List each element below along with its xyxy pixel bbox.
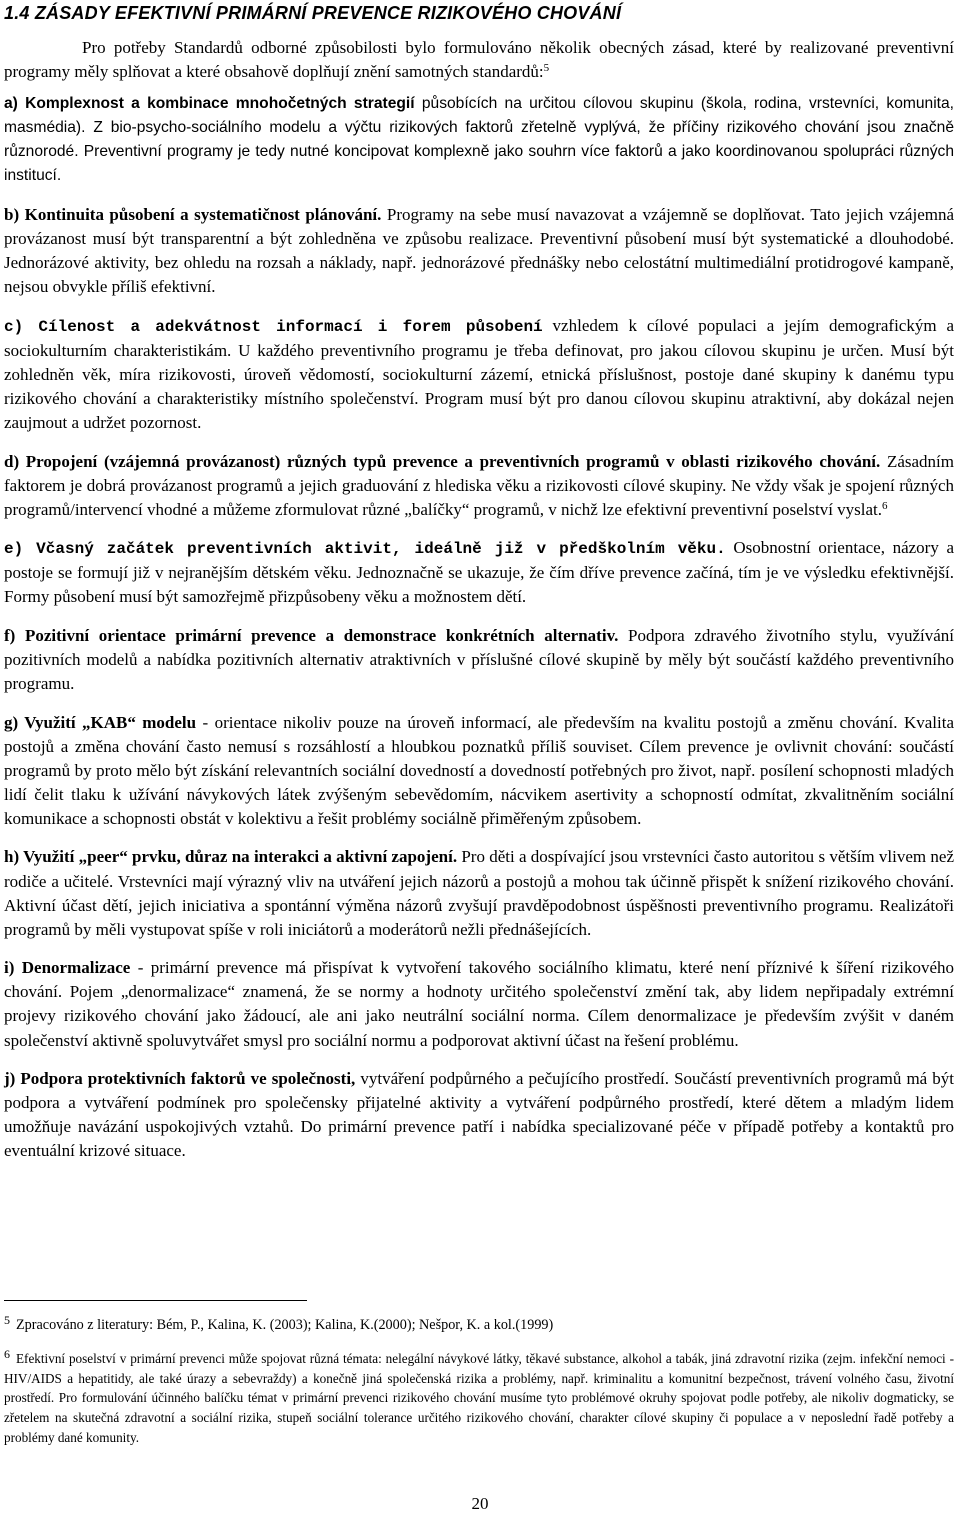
- principle-h: [4, 845, 954, 941]
- principle-b-term: b) Kontinuita působení a systematičnost plánování.: [4, 204, 382, 224]
- principle-i-term: i) Denormalizace: [4, 958, 131, 978]
- principle-f-text: Podpora zdravého životního stylu, využívání pozitivních modelů a nabídka pozitivních alternativ atraktivních v příslušné cílové skupině by měly být součástí každého preventivního programu.: [4, 625, 954, 694]
- principle-c: [4, 314, 954, 435]
- footnote-ref-5: 5: [543, 62, 550, 75]
- footnote-6-text: Efektivní poselství v primární prevenci může spojovat různá témata: nelegální návykové látky, těkavé substance, alkohol a tabák, jiná zdravotní rizika (zejm. infekční nemoci - HIV/AIDS a hepatitidy, ale také úrazy a sebevraždy) a konečně jiná společenská rizika a problémy, např. kriminalitu a komunitní bezpečnost, trávení volného času, životní prostředí. Pro formulování účinného balíčku témat v primární prevenci rizikového chování musíme tyto problémové okruhy spojovat podle potřeby, ale nikoliv dogmaticky, se zřetelem na skutečná zdravotní a sociální rizika, stupeň sociální tolerance určitého rizikového chování, charakter cílové skupiny či populace a v neposlední řadě potřeby a problémy dané komunity.: [4, 1351, 954, 1445]
- principle-g-term: g) Využití „KAB“ modelu: [4, 712, 197, 732]
- principle-b: [4, 203, 954, 299]
- principle-j-term: j) Podpora protektivních faktorů ve společnosti,: [4, 1068, 356, 1088]
- intro-paragraph: [4, 36, 954, 84]
- principle-c-text: vzhledem k cílové populaci a jejím demografickým a sociokulturním charakteristikám. U každého preventivního programu je třeba definovat, pro jakou cílovou skupinu je určen. Musí být zohledněn věk, míra rizikovosti, úroveň vědomostí, sociokulturní zázemí, etnická příslušnost, postoje dané skupiny k danému typu rizikového chování a charakteristiky místního společenství. Program musí být pro danou cílovou skupinu atraktivní, aby dokázal nejen zaujmout a udržet pozornost.: [4, 315, 954, 433]
- principle-j: [4, 1067, 954, 1163]
- section-heading: 1.4 ZÁSADY EFEKTIVNÍ PRIMÁRNÍ PREVENCE RIZIKOVÉHO CHOVÁNÍ: [4, 3, 622, 23]
- principle-f-term: f) Pozitivní orientace primární prevence a demonstrace konkrétních alternativ.: [4, 625, 619, 645]
- principle-d: [4, 450, 954, 522]
- principle-a-term: a) Komplexnost a kombinace mnohočetných strategií: [4, 95, 415, 113]
- principle-a: [4, 92, 954, 188]
- footnote-ref-6: 6: [882, 499, 888, 512]
- principle-g: [4, 711, 954, 831]
- footnote-separator: [4, 1300, 307, 1301]
- principle-b-text: Programy na sebe musí navazovat a vzájemně se doplňovat. Tato jejich vzájemná provázanost musí být transparentní a být zohledněna ve způsobu realizace. Preventivní působení musí být systematické a dlouhodobé. Jednorázové aktivity, bez ohledu na rozsah a náklady, např. jednorázové přednášky nebo celostátní multimediální protidrogové kampaně, nejsou obvykle příliš efektivní.: [4, 204, 955, 297]
- principle-i: [4, 956, 954, 1052]
- principle-e: [4, 536, 954, 609]
- principle-g-text: - orientace nikoliv pouze na úroveň informací, ale především na kvalitu postojů a změnu chování. Kvalita postojů a změna chování často nemusí s rozsáhlostí a hloubkou poznatků příliš souviset. Cílem prevence je ovlivnit chování: součástí programů by proto mělo být získání relevantních sociální dovedností a dovedností potřebných pro život, např. posílení schopnosti mladých lidí čelit tlaku k užívání návykových látek zvýšeným sebevědomím, nácvikem asertivity a schopností odmítat, zkvalitněním sociální komunikace a schopnosti obstát v kolektivu a řešit problémy sociálně přiměřeným způsobem.: [4, 712, 954, 828]
- intro-text: Pro potřeby Standardů odborné způsobilosti bylo formulováno několik obecných zásad, které by realizované preventivní programy měly splňovat a které obsahově doplňují znění samotných standardů:: [4, 38, 954, 82]
- footnote-5-text: Zpracováno z literatury: Bém, P., Kalina, K. (2003); Kalina, K.(2000); Nešpor, K. a kol.(1999): [16, 1317, 554, 1333]
- footnote-5: [4, 1313, 954, 1336]
- footnote-5-number: 5: [4, 1313, 10, 1327]
- principle-f: [4, 624, 954, 696]
- principle-c-term: c) Cílenost a adekvátnost informací i forem působení: [4, 317, 543, 336]
- principle-h-term: h) Využití „peer“ prvku, důraz na interakci a aktivní zapojení.: [4, 847, 458, 867]
- principle-a-text: působících na určitou cílovou skupinu (škola, rodina, vrstevníci, komunita, masmédia). Z bio-psycho-sociálního modelu a výčtu rizikových faktorů zřetelně vyplývá, že příčiny rizikového chování jsou značně různorodé. Preventivní programy je tedy nutné koncipovat komplexně jako souhrn více faktorů a jako koordinovanou spolupráci různých institucí.: [4, 95, 955, 185]
- principle-e-term: e) Včasný začátek preventivních aktivit, ideálně již v předškolním věku.: [4, 540, 726, 559]
- principle-h-text: Pro děti a dospívající jsou vrstevníci často autoritou s větším vlivem než rodiče a učitelé. Vrstevníci mají výrazný vliv na utváření jejich názorů a postojů a mohou tak účinně přispět k snížení rizikového chování. Aktivní účast dětí, jejich iniciativa a spontánní výměna názorů zvyšují pravděpodobnost úspěšnosti preventivního programu. Realizátoři programů by měli vystupovat spíše v roli iniciátorů a moderátorů nežli přednášejících.: [4, 847, 955, 939]
- principle-j-text: vytváření podpůrného a pečujícího prostředí. Součástí preventivních programů má být podpora a vytváření podmínek pro společensky přijatelné aktivity a vytváření podpůrného prostředí, které dětem a mladým lidem umožňuje navázání uspokojivých vztahů. Do primární prevence patří i nabídka specializované péče v případě potřeby a kontaktů pro eventuální krizové situace.: [4, 1068, 954, 1161]
- footnote-6-number: 6: [4, 1347, 10, 1361]
- principle-e-text: Osobnostní orientace, názory a postoje se formují již v nejranějším dětském věku. Jednoznačně se ukazuje, že čím dříve prevence začíná, tím je ve výsledku efektivnější. Formy působení musí být samozřejmě přizpůsobeny věku a možnostem dětí.: [4, 538, 954, 607]
- principle-d-text: Zásadním faktorem je dobrá provázanost programů a jejich graduování z hlediska věku a rizikovosti cílové skupiny. Ne vždy však je spojení různých programů/intervencí vhodné a můžeme zformulovat různé „balíčky“ programů, v nichž lze efektivní preventivní poselství vyslat.: [4, 451, 955, 519]
- principle-d-term: d) Propojení (vzájemná provázanost) různých typů prevence a preventivních programů v oblasti rizikového chování.: [4, 451, 881, 471]
- page-number: 20: [471, 1494, 489, 1513]
- footnote-6: [4, 1349, 954, 1448]
- principle-i-text: - primární prevence má přispívat k vytvoření takového sociálního klimatu, které není příznivé k šíření rizikového chování. Pojem „denormalizace“ znamená, že se normy a hodnoty určitého společenství změní tak, aby lidem nepřipadaly extrémní projevy rizikového chování jako žádoucí, ale ani jako neutrální sociální norma. Cílem denormalizace je především zvýšit v daném společenství aktivně spoluvytvářet smysl pro sociální normu a podporovat aktivní účast na řešení problému.: [4, 958, 954, 1050]
- main-content: [4, 36, 954, 1178]
